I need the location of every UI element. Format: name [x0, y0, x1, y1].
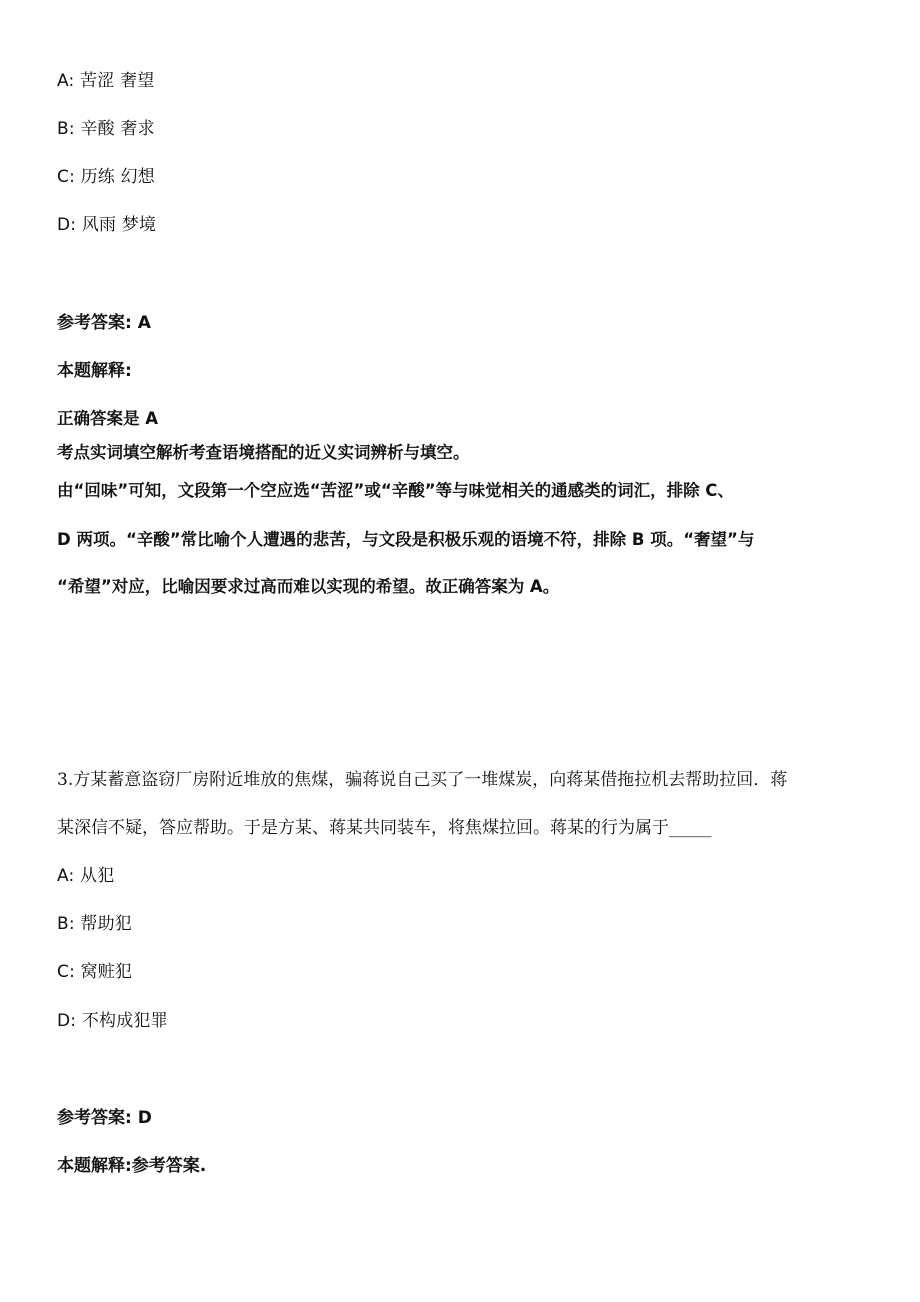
q2-explanation-line-4: D 两项。“辛酸”常比喻个人遭遇的悲苦，与文段是积极乐观的语境不符，排除 B 项。“奢望”与	[57, 530, 755, 549]
q2-answer: 参考答案: A	[57, 313, 151, 333]
q2-option-d: D: 风雨 梦境	[57, 215, 157, 235]
q2-option-c: C: 历练 幻想	[57, 167, 156, 187]
q2-explanation-line-1: 正确答案是 A	[57, 409, 159, 428]
q2-explanation-line-3: 由“回味”可知，文段第一个空应选“苦涩”或“辛酸”等与味觉相关的通感类的词汇，排除 C、	[57, 481, 734, 500]
q3-option-c: C: 窝赃犯	[57, 962, 133, 982]
q2-option-a: A: 苦涩 奢望	[57, 71, 155, 91]
q3-stem-line-2: 某深信不疑，答应帮助。于是方某、蒋某共同装车，将焦煤拉回。蒋某的行为属于_____	[57, 818, 712, 838]
q2-explanation-label: 本题解释:	[57, 361, 132, 381]
q3-answer: 参考答案: D	[57, 1108, 152, 1128]
q2-option-b: B: 辛酸 奢求	[57, 119, 155, 139]
q3-explanation-label: 本题解释:参考答案.	[57, 1156, 207, 1176]
q3-option-a: A: 从犯	[57, 866, 115, 886]
q2-explanation-line-5: “希望”对应，比喻因要求过高而难以实现的希望。故正确答案为 A。	[57, 577, 560, 596]
q3-stem-line-1: 3.方某蓄意盗窃厂房附近堆放的焦煤，骗蒋说自己买了一堆煤炭，向蒋某借拖拉机去帮助拉回．蒋	[57, 770, 788, 790]
q2-explanation-line-2: 考点实词填空解析考查语境搭配的近义实词辨析与填空。	[57, 443, 470, 462]
q3-option-d: D: 不构成犯罪	[57, 1011, 168, 1031]
q3-option-b: B: 帮助犯	[57, 914, 132, 934]
